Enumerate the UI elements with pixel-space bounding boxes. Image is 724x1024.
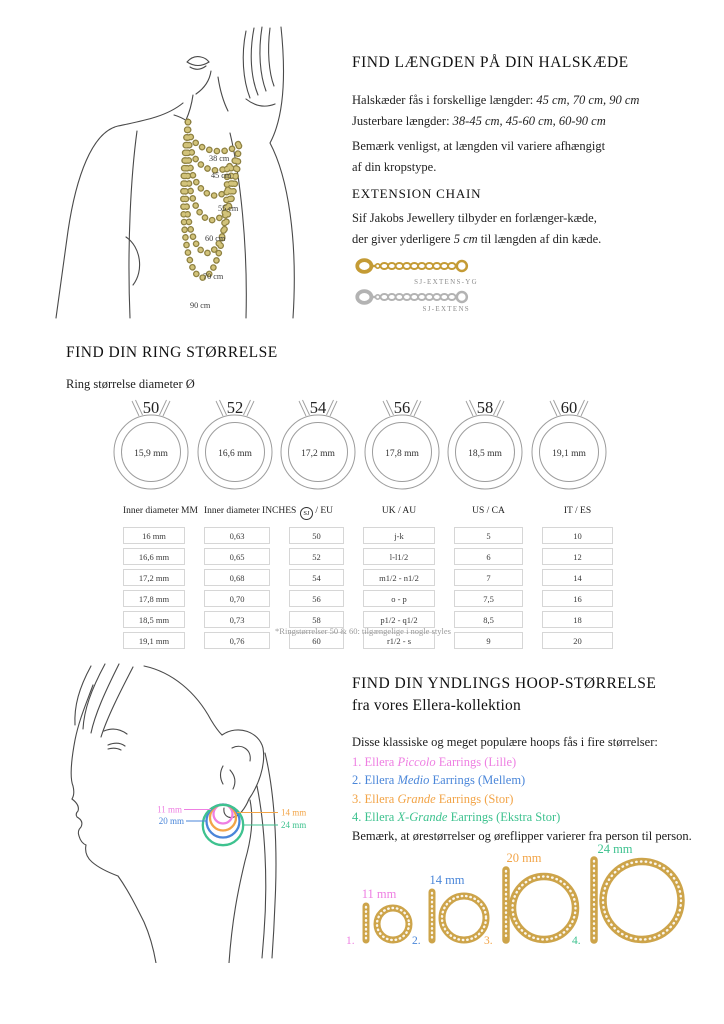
table-cell: 19,1 mm [123,632,185,649]
ring-diagram-60 [530,396,608,492]
necklace-chains [183,122,240,278]
hoop-item-xgrande [352,808,692,826]
necklace-lengths-line2 [352,111,639,132]
hoop-note: Bemærk, at ørestørrelser og øreflipper varierer fra person til person. [352,828,692,843]
table-cell: 9 [454,632,523,649]
necklace-note [352,136,605,178]
length-label-38: 38 cm [209,154,230,163]
table-cell: p1/2 - q1/2 [363,611,435,628]
table-cell: 16 [542,590,613,607]
ring-size-number: 58 [477,398,494,417]
col-header-inches: Inner diameter INCHES [204,506,297,516]
hoop-circle-24mm [203,805,243,845]
extension-line1: Sif Jakobs Jewellery tilbyder en forlænger-kæde, [352,211,597,225]
note-line2: af din kropstype. [352,160,437,174]
ring-size-number: 56 [393,398,411,417]
table-cell: l-l1/2 [363,548,435,565]
hoop-size-list [352,753,692,845]
item-pre: 4. Ellera [352,810,398,825]
table-cell: m1/2 - n1/2 [363,569,435,586]
necklace-lengths-text [352,90,639,132]
item-name: X-Grande [397,810,448,825]
table-cell: 6 [454,548,523,565]
hoop-item-piccolo [352,753,692,771]
table-cell: 52 [289,548,344,565]
table-cell: 8,5 [454,611,523,628]
silver-extension-sku: SJ-EXTENS [422,305,470,313]
hoop-item-medio [352,771,692,789]
eu-label: / EU [315,506,334,516]
adjustable-label: Justerbare længder: [352,114,453,128]
ring-size-number: 50 [142,398,160,417]
item-name: Medio [397,773,430,788]
ring-diameter: 18,5 mm [468,449,503,459]
extension-chain-title: EXTENSION CHAIN [352,186,482,201]
extension-line2-pre: der giver yderligere [352,232,454,246]
hoop-section-title-line2: fra vores Ellera-kollektion [352,697,521,714]
photo-label-11mm: 11 mm [361,887,397,901]
table-cell: 5 [454,527,523,544]
table-cell: 20 [542,632,613,649]
extension-chain-text [352,208,601,250]
ring-diameter: 19,1 mm [552,449,586,459]
table-cell: 0,76 [204,632,270,649]
table-cell: 17,8 mm [123,590,185,607]
table-cell: 0,73 [204,611,270,628]
gold-extension-chain-image [352,256,480,276]
ring-diagram-50 [112,396,190,492]
ring-section-title: FIND DIN RING STØRRELSE [66,344,278,361]
item-post: Earrings (Lille) [435,755,517,769]
table-cell: 56 [289,590,344,607]
necklace-lengths-line1 [352,90,639,111]
hoop-photo-20mm [506,870,576,940]
length-label-55: 55 cm [218,204,239,213]
table-cell: 50 [289,527,344,544]
table-cell: 0,65 [204,548,270,565]
table-cell: 14 [542,569,613,586]
hoop-earrings-images [344,840,714,962]
photo-label-20mm: 20 mm [506,851,542,865]
ring-size-diagrams [112,396,608,492]
table-cell: 0,68 [204,569,270,586]
table-cell: j-k [363,527,435,544]
hoop-item-grande [352,790,692,808]
length-label-70: 70 cm [203,272,224,281]
table-cell: 60 [289,632,344,649]
ring-diameter: 15,9 mm [134,449,168,459]
table-cell: 7,5 [454,590,523,607]
necklace-section-title: FIND LÆNGDEN PÅ DIN HALSKÆDE [352,54,629,71]
diagram-label-11mm: 11 mm [157,804,182,815]
item-post: Earrings (Stor) [435,791,514,806]
photo-num-2: 2. [412,935,421,947]
diagram-label-14mm: 14 mm [281,807,307,818]
ring-table-footnote: *Ringstørrelser 50 & 60: tilgængelige i nogle styles [275,626,451,636]
table-cell: 12 [542,548,613,565]
ring-section-subtitle: Ring størrelse diameter Ø [66,377,195,391]
ring-size-number: 52 [226,398,243,417]
length-label-60: 60 cm [205,234,226,243]
ring-diameter: 17,8 mm [384,449,419,459]
ring-size-number: 54 [309,398,327,417]
necklace-illustration [40,25,340,340]
extension-line2 [352,229,601,250]
table-cell: 17,2 mm [123,569,185,586]
photo-label-24mm: 24 mm [597,842,633,856]
photo-num-1: 1. [346,935,355,947]
length-label-45: 45 cm [211,171,232,180]
lengths-label: Halskæder fås i forskellige længder: [352,93,537,107]
gold-extension-sku: SJ-EXTENS-YG [414,278,478,286]
item-pre: 2. Ellera [352,773,398,788]
table-cell: r1/2 - s [363,632,435,649]
item-post: Earrings (Ekstra Stor) [447,810,561,825]
extension-5cm: 5 cm [453,232,478,246]
extension-line2-post: til længden af din kæde. [477,232,602,246]
table-cell: 18,5 mm [123,611,185,628]
table-cell: 10 [542,527,613,544]
ring-diameter: 16,6 mm [217,449,252,459]
ring-diagram-54 [279,396,357,492]
col-header-it-es: IT / ES [563,506,592,516]
silver-extension-chain-image [352,287,480,307]
ear-hoop-diagram [60,658,340,963]
adjustable-values: 38-45 cm, 45-60 cm, 60-90 cm [452,114,606,128]
ring-diameter: 17,2 mm [301,449,336,459]
photo-num-4: 4. [572,935,581,947]
col-header-uk-au: UK / AU [381,506,417,516]
note-line1: Bemærk venligst, at længden vil variere afhængigt [352,139,606,153]
ring-diagram-52 [196,396,274,492]
item-name: Grande [397,791,436,806]
table-cell: o - p [363,590,435,607]
sj-logo: SJ [300,507,313,520]
hoop-photo-11mm [366,906,409,940]
photo-num-3: 3. [484,935,493,947]
col-header-us-ca: US / CA [472,506,505,516]
col-header-sj-eu [289,506,344,523]
hoop-section-title-line1: FIND DIN YNDLINGS HOOP-STØRRELSE [352,675,657,692]
item-name: Piccolo [397,755,436,769]
hoop-photo-24mm [594,860,681,940]
table-cell: 16 mm [123,527,185,544]
ring-size-number: 60 [560,398,578,417]
item-pre: 3. Ellera [352,791,398,806]
table-cell: 16,6 mm [123,548,185,565]
woman-line-art [56,27,294,318]
hoop-intro: Disse klassiske og meget populære hoops fås i fire størrelser: [352,735,658,749]
table-cell: 58 [289,611,344,628]
length-label-90: 90 cm [190,301,211,310]
ring-diagram-58 [446,396,524,492]
lengths-values: 45 cm, 70 cm, 90 cm [536,93,640,107]
table-cell: 7 [454,569,523,586]
hoop-photo-14mm [432,892,486,940]
item-pre: 1. Ellera [352,755,398,769]
table-cell: 18 [542,611,613,628]
diagram-label-24mm: 24 mm [281,820,307,830]
item-post: Earrings (Mellem) [429,773,526,788]
table-cell: 0,70 [204,590,270,607]
photo-label-14mm: 14 mm [429,873,465,887]
col-header-mm: Inner diameter MM [123,506,198,516]
hoop-size-circles [203,805,243,846]
ring-diagram-56 [363,396,441,492]
table-cell: 0,63 [204,527,270,544]
table-cell: 54 [289,569,344,586]
diagram-label-20mm: 20 mm [158,816,184,826]
